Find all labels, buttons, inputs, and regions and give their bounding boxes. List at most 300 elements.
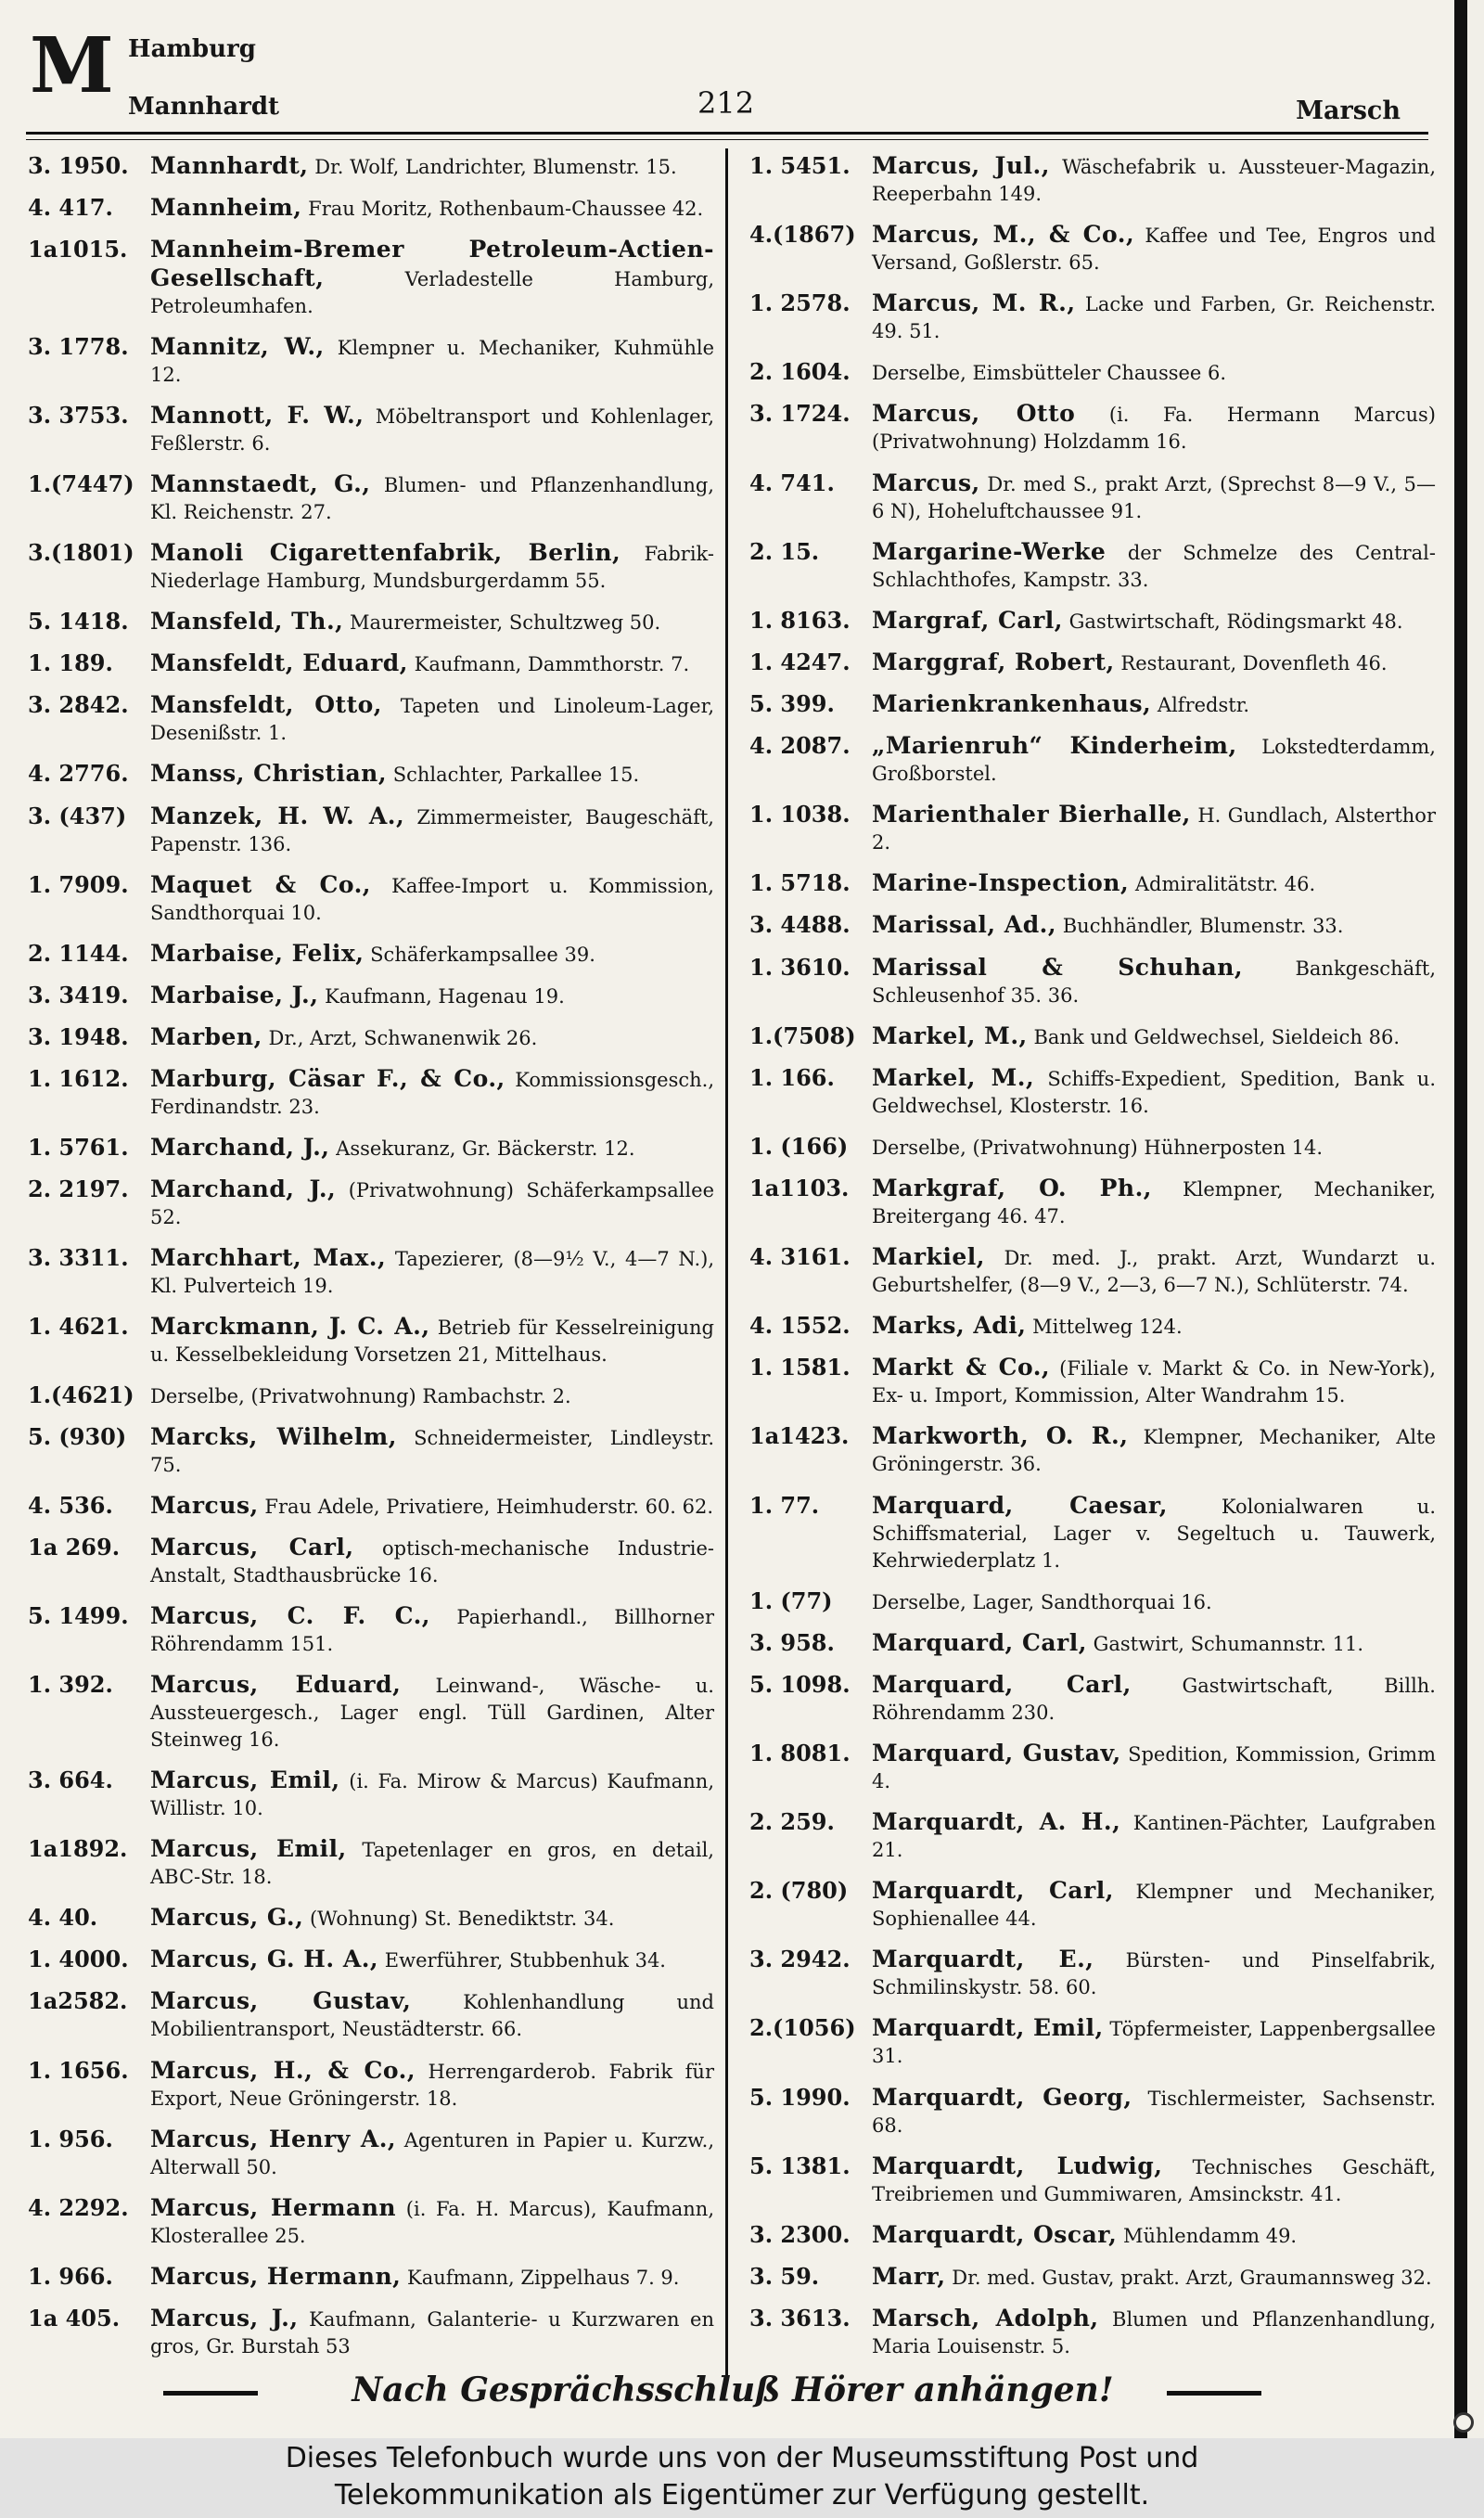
- entry-text: [749, 1671, 1436, 1727]
- entry-details: Möbeltransport und Kohlenlager, Feßlerstr. 6.: [150, 405, 715, 456]
- entry-name: Marienthaler Bierhalle,: [872, 801, 1191, 829]
- entry-text: [749, 1587, 1436, 1616]
- entry-name: Marquard, Caesar,: [872, 1491, 1168, 1519]
- entry-number: 2.(1056): [749, 2014, 856, 2042]
- directory-entry: [28, 871, 714, 927]
- directory-entry: [28, 2126, 714, 2181]
- entry-text: [28, 1023, 714, 1052]
- entry-number: 3. 4488.: [749, 911, 851, 939]
- right-column: [749, 152, 1436, 2360]
- entry-text: [749, 1808, 1436, 1864]
- entry-details: (i. Fa. H. Marcus), Kaufmann, Klosterallee 25.: [150, 2197, 714, 2247]
- entry-name: Marquardt, Oscar,: [872, 2220, 1118, 2248]
- directory-entry: [749, 1354, 1436, 1409]
- directory-entry: [28, 236, 714, 320]
- directory-entry: [749, 538, 1436, 594]
- entry-number: 3. 2300.: [749, 2220, 851, 2248]
- entry-details: Blumen- und Pflanzenhandlung, Kl. Reichenstr. 27.: [150, 474, 714, 524]
- directory-entry: [749, 289, 1436, 345]
- directory-entry: [749, 469, 1436, 525]
- entry-name: Markiel,: [872, 1243, 985, 1271]
- entry-name: Marissal & Schuhan,: [872, 953, 1244, 981]
- entry-text: [28, 871, 714, 927]
- entry-details: Derselbe, (Privatwohnung) Hühnerposten 14.: [872, 1136, 1324, 1159]
- entry-text: [28, 1065, 714, 1121]
- entry-text: [749, 1354, 1436, 1409]
- entry-number: 1. (166): [749, 1132, 849, 1160]
- entry-details: der Schmelze des Central-Schlachthofes, Kampstr. 33.: [872, 541, 1436, 591]
- entry-name: Marckmann, J. C. A.,: [150, 1312, 430, 1340]
- entry-name: Marquardt, Ludwig,: [872, 2152, 1163, 2179]
- entry-number: 1a 405.: [28, 2304, 121, 2332]
- entry-number: 3. 958.: [749, 1628, 835, 1656]
- entry-name: Marquardt, Georg,: [872, 2083, 1132, 2111]
- directory-entry: [749, 649, 1436, 677]
- entry-details: Bank und Geldwechsel, Sieldeich 86.: [1027, 1025, 1401, 1048]
- entry-name: Marbaise, J.,: [150, 981, 319, 1008]
- entry-details: Assekuranz, Gr. Bäckerstr. 12.: [329, 1137, 635, 1160]
- entry-text: [749, 1133, 1436, 1162]
- entry-text: [28, 982, 714, 1010]
- entry-details: optisch-mechanische Industrie-Anstalt, Stadthausbrücke 16.: [150, 1537, 714, 1587]
- entry-text: [749, 1740, 1436, 1795]
- entry-details: Leinwand-, Wäsche- u. Aussteuergesch., Lager engl. Tüll Gardinen, Alter Steinweg 16.: [150, 1675, 714, 1752]
- entry-name: Marquardt, Emil,: [872, 2014, 1104, 2042]
- corner-circle-icon: [1453, 2412, 1474, 2433]
- directory-entry: [28, 1946, 714, 1974]
- slogan-dash-right: [1167, 2391, 1261, 2396]
- entry-number: 4. 3161.: [749, 1243, 851, 1271]
- entry-text: [28, 803, 714, 858]
- header-rule-thin: [26, 139, 1428, 140]
- entry-details: Kaufmann, Zippelhaus 7. 9.: [401, 2266, 680, 2289]
- entry-name: Marcus, Gustav,: [150, 1987, 412, 2015]
- entry-name: Mansfeldt, Otto,: [150, 691, 382, 719]
- entry-number: 1a1103.: [749, 1174, 850, 1201]
- entry-text: [749, 1175, 1436, 1230]
- entry-text: [749, 1492, 1436, 1574]
- entry-name: Marquard, Gustav,: [872, 1739, 1121, 1766]
- entry-number: 5. 1990.: [749, 2083, 851, 2111]
- entry-name: Marsch, Adolph,: [872, 2304, 1099, 2332]
- directory-entry: [28, 803, 714, 858]
- entry-number: 1. 1612.: [28, 1064, 129, 1092]
- entry-text: [28, 1534, 714, 1589]
- entry-details: Derselbe, Lager, Sandthorquai 16.: [872, 1590, 1212, 1613]
- entry-text: [749, 2263, 1436, 2292]
- entry-number: 1. 3610.: [749, 953, 851, 981]
- entry-name: Markt & Co.,: [872, 1354, 1051, 1381]
- entry-name: Marcus, Jul.,: [872, 152, 1050, 179]
- entry-details: Alfredstr.: [1151, 693, 1250, 716]
- entry-number: 1. 8081.: [749, 1739, 851, 1766]
- city-heading: Hamburg: [128, 35, 256, 63]
- directory-entry: [749, 2263, 1436, 2292]
- entry-details: Dr. med. J., prakt. Arzt, Wundarzt u. Geburtshelfer, (8—9 V., 2—3, 6—7 N.), Schlüterstr. 74.: [872, 1247, 1436, 1297]
- entry-details: Mühlendamm 49.: [1117, 2224, 1298, 2247]
- entry-text: [749, 649, 1436, 677]
- entry-number: 3. 3753.: [28, 402, 129, 430]
- directory-entry: [749, 2014, 1436, 2070]
- slogan-text: Nach Gesprächsschluß Hörer anhängen!: [352, 2370, 1114, 2409]
- entry-number: 2. 1604.: [749, 358, 851, 386]
- directory-entry: [28, 940, 714, 969]
- entry-number: 3. 1724.: [749, 400, 851, 428]
- entry-number: 2. (780): [749, 1877, 849, 1905]
- entry-text: [28, 2263, 714, 2292]
- entry-details: Klempner und Mechaniker, Sophienallee 44.: [872, 1881, 1436, 1931]
- directory-entry: [28, 470, 714, 526]
- entry-name: Marcus, G.,: [150, 1904, 304, 1932]
- entry-details: Tapeten und Linoleum-Lager, Desenißstr. 1.: [150, 695, 714, 745]
- entry-name: Mannhardt,: [150, 152, 309, 179]
- entry-details: (Filiale v. Markt & Co. in New-York), Ex- u. Import, Kommission, Alter Wandrahm 15.: [872, 1357, 1436, 1407]
- entry-details: Schneidermeister, Lindleystr. 75.: [150, 1427, 714, 1477]
- entry-details: Admiralitätstr. 46.: [1129, 873, 1316, 896]
- entry-text: [749, 607, 1436, 636]
- entry-name: Marcus, J.,: [150, 2304, 299, 2332]
- entry-number: 1a1423.: [749, 1422, 850, 1450]
- entry-details: Schäferkampsallee 39.: [364, 943, 595, 966]
- entry-details: Zimmermeister, Baugeschäft, Papenstr. 136.: [150, 805, 714, 855]
- entry-name: Marquard, Carl,: [872, 1670, 1132, 1698]
- entry-details: Gastwirtschaft, Billh. Röhrendamm 230.: [872, 1674, 1436, 1724]
- entry-number: 2. 2197.: [28, 1175, 129, 1202]
- entry-text: [28, 1946, 714, 1974]
- entry-name: Marcus, M., & Co.,: [872, 221, 1135, 249]
- entry-details: Tischlermeister, Sachsenstr. 68.: [872, 2087, 1436, 2137]
- entry-details: Kommissionsgesch., Ferdinandstr. 23.: [150, 1068, 715, 1118]
- entry-text: [749, 2305, 1436, 2360]
- entry-number: 1.(7447): [28, 470, 134, 498]
- directory-entry: [28, 1175, 714, 1231]
- entry-text: [749, 869, 1436, 898]
- entry-text: [28, 2194, 714, 2250]
- directory-entry: [749, 869, 1436, 898]
- entry-number: 3. 1950.: [28, 152, 129, 179]
- directory-entry: [28, 1766, 714, 1822]
- directory-entry: [749, 1064, 1436, 1120]
- entry-details: Tapetenlager en gros, en detail, ABC-Str. 18.: [150, 1839, 714, 1889]
- directory-entry: [749, 2305, 1436, 2360]
- entry-details: Schiffs-Expedient, Spedition, Bank u. Geldwechsel, Klosterstr. 16.: [872, 1067, 1436, 1117]
- entry-details: Dr. Wolf, Landrichter, Blumenstr. 15.: [308, 156, 677, 178]
- entry-details: Klempner, Mechaniker, Breitergang 46. 47.: [872, 1177, 1436, 1227]
- entry-text: [749, 289, 1436, 345]
- entry-name: Marissal, Ad.,: [872, 911, 1057, 939]
- entry-number: 1. 1656.: [28, 2056, 129, 2084]
- directory-entry: [749, 1877, 1436, 1933]
- entry-number: 4.(1867): [749, 221, 856, 249]
- footer-line-1: Dieses Telefonbuch wurde uns von der Museumsstiftung Post und: [285, 2442, 1199, 2474]
- entry-name: Marcus, Emil,: [150, 1835, 347, 1863]
- entry-name: Marggraf, Robert,: [872, 648, 1115, 675]
- entry-number: 1. (77): [749, 1587, 833, 1614]
- entry-details: Buchhändler, Blumenstr. 33.: [1056, 915, 1344, 938]
- entry-text: [28, 1835, 714, 1891]
- entry-text: [28, 236, 714, 320]
- entry-number: 4. 40.: [28, 1904, 98, 1932]
- entry-details: Derselbe, Eimsbütteler Chaussee 6.: [872, 362, 1227, 385]
- entry-number: 1. 4621.: [28, 1312, 129, 1340]
- entry-name: Manss, Christian,: [150, 760, 388, 788]
- copyright-footer: [0, 2438, 1484, 2518]
- directory-entry: [749, 954, 1436, 1009]
- entry-name: Marcus, Hermann,: [150, 2262, 402, 2290]
- directory-entry: [28, 649, 714, 678]
- entry-details: Kaufmann, Hagenau 19.: [318, 984, 565, 1008]
- entry-number: 1. 956.: [28, 2125, 113, 2152]
- entry-name: Markgraf, O. Ph.,: [872, 1174, 1152, 1201]
- directory-entry: [749, 732, 1436, 788]
- entry-details: Klempner u. Mechaniker, Kuhmühle 12.: [150, 337, 714, 387]
- directory-entry: [28, 2263, 714, 2292]
- directory-entry: [28, 1492, 714, 1521]
- entry-details: H. Gundlach, Alsterthor 2.: [872, 804, 1436, 854]
- entry-text: [28, 940, 714, 969]
- entry-text: [28, 1492, 714, 1521]
- entry-details: Ewerführer, Stubbenhuk 34.: [378, 1949, 666, 1972]
- entry-name: Marquardt, E.,: [872, 1946, 1094, 1973]
- entry-details: Kaufmann, Dammthorstr. 7.: [407, 653, 690, 676]
- entry-number: 3. 1948.: [28, 1022, 129, 1050]
- page-number: 212: [697, 85, 755, 121]
- directory-entry: [28, 608, 714, 636]
- entry-name: Marchand, J.,: [150, 1175, 337, 1202]
- entry-number: 2. 15.: [749, 537, 820, 565]
- entry-details: (Privatwohnung) Schäferkampsallee 52.: [150, 1178, 714, 1228]
- directory-entry: [749, 1243, 1436, 1299]
- entry-text: [28, 152, 714, 181]
- entry-text: [28, 1175, 714, 1231]
- entry-details: Frau Moritz, Rothenbaum-Chaussee 42.: [301, 198, 704, 221]
- entry-details: (Wohnung) St. Benediktstr. 34.: [303, 1908, 615, 1931]
- directory-entry: [749, 1175, 1436, 1230]
- entry-details: Schlachter, Parkallee 15.: [387, 764, 640, 787]
- entry-text: [749, 1243, 1436, 1299]
- entry-details: Herrengarderob. Fabrik für Export, Neue Gröningerstr. 18.: [150, 2060, 714, 2110]
- directory-entry: [749, 221, 1436, 276]
- entry-text: [28, 1904, 714, 1933]
- entry-name: Marbaise, Felix,: [150, 939, 365, 967]
- entry-number: 1. 392.: [28, 1671, 113, 1699]
- directory-entry: [749, 2152, 1436, 2208]
- directory-entry: [28, 760, 714, 789]
- entry-text: [28, 2126, 714, 2181]
- entry-details: Bankgeschäft, Schleusenhof 35. 36.: [872, 957, 1437, 1007]
- entry-number: 1. 189.: [28, 649, 113, 677]
- entry-details: Papierhandl., Billhorner Röhrendamm 151.: [150, 1606, 715, 1656]
- entry-details: Dr. med S., prakt Arzt, (Sprechst 8—9 V., 5—6 N), Hoheluftchaussee 91.: [872, 472, 1436, 522]
- directory-entry: [28, 2057, 714, 2113]
- directory-entry: [28, 691, 714, 747]
- directory-entry: [749, 2221, 1436, 2250]
- entry-details: Betrieb für Kesselreinigung u. Kesselbekleidung Vorsetzen 21, Mittelhaus.: [150, 1316, 714, 1366]
- last-entry-heading: Marsch: [1296, 96, 1401, 125]
- entry-name: Mannstaedt, G.,: [150, 470, 371, 498]
- entry-details: Kaufmann, Galanterie- u Kurzwaren en gros, Gr. Burstah 53: [150, 2307, 715, 2357]
- entry-text: [28, 1313, 714, 1368]
- directory-entry: [28, 1023, 714, 1052]
- directory-entry: [749, 607, 1436, 636]
- entry-name: Marben,: [150, 1022, 262, 1050]
- entry-text: [28, 333, 714, 389]
- entry-details: Blumen und Pflanzenhandlung, Maria Louisenstr. 5.: [872, 2307, 1436, 2357]
- directory-entry: [749, 690, 1436, 719]
- entry-text: [749, 469, 1436, 525]
- entry-text: [749, 2084, 1436, 2139]
- entry-number: 3. 3419.: [28, 981, 129, 1008]
- entry-number: 1. 166.: [749, 1063, 835, 1091]
- entry-text: [749, 954, 1436, 1009]
- left-column: [28, 152, 714, 2360]
- entry-text: [749, 152, 1436, 208]
- entry-name: Marchhart, Max.,: [150, 1243, 387, 1271]
- entry-text: [28, 1244, 714, 1300]
- entry-number: 5. 1418.: [28, 608, 129, 636]
- directory-entry: [28, 1835, 714, 1891]
- entry-details: Dr. med. Gustav, prakt. Arzt, Graumannsweg 32.: [945, 2266, 1432, 2289]
- entry-number: 3. 3311.: [28, 1243, 129, 1271]
- entry-details: Kolonialwaren u. Schiffsmaterial, Lager v. Segeltuch u. Tauwerk, Kehrwiederplatz 1.: [872, 1495, 1436, 1572]
- entry-name: Margraf, Carl,: [872, 606, 1063, 634]
- entry-name: Marcus, Hermann: [150, 2193, 397, 2221]
- footer-line-2: Telekommunikation als Eigentümer zur Verfügung gestellt.: [334, 2479, 1150, 2512]
- entry-details: Lacke und Farben, Gr. Reichenstr. 49. 51.: [872, 293, 1436, 343]
- entry-text: [28, 1134, 714, 1163]
- entry-number: 1. 7909.: [28, 870, 129, 898]
- entry-number: 1a 269.: [28, 1534, 121, 1561]
- entry-text: [749, 2221, 1436, 2250]
- entry-name: Manoli Cigarettenfabrik, Berlin,: [150, 539, 621, 567]
- entry-number: 1. 5718.: [749, 869, 851, 897]
- entry-details: Technisches Geschäft, Treibriemen und Gummiwaren, Amsinckstr. 41.: [872, 2155, 1436, 2205]
- directory-entry: [749, 1022, 1436, 1051]
- entry-name: Marburg, Cäsar F., & Co.,: [150, 1064, 505, 1092]
- directory-entry: [28, 1313, 714, 1368]
- directory-entry: [28, 1134, 714, 1163]
- entry-text: [749, 400, 1436, 456]
- entry-number: 2. 1144.: [28, 939, 129, 967]
- entry-text: [28, 760, 714, 789]
- entry-name: Marcus, M. R.,: [872, 289, 1076, 317]
- entry-number: 3. 2842.: [28, 691, 129, 719]
- entry-number: 4. 1552.: [749, 1312, 851, 1340]
- entry-name: Margarine-Werke: [872, 537, 1107, 565]
- entry-number: 3. (437): [28, 802, 127, 829]
- entry-name: Marcus, Carl,: [150, 1534, 354, 1561]
- directory-entry: [28, 194, 714, 223]
- entry-number: 1.(7508): [749, 1021, 856, 1049]
- entry-details: Frau Adele, Privatiere, Heimhuderstr. 60. 62.: [258, 1496, 714, 1519]
- entry-text: [749, 1629, 1436, 1658]
- entry-text: [749, 358, 1436, 387]
- directory-entry: [749, 1740, 1436, 1795]
- entry-text: [28, 1671, 714, 1754]
- entry-name: Marchand, J.,: [150, 1133, 330, 1161]
- entry-text: [749, 538, 1436, 594]
- directory-entry: [749, 1422, 1436, 1478]
- entry-details: Gastwirtschaft, Rödingsmarkt 48.: [1062, 610, 1403, 633]
- entry-name: Mannott, F. W.,: [150, 402, 365, 430]
- directory-entry: [749, 1587, 1436, 1616]
- entry-text: [749, 1946, 1436, 2001]
- directory-entry: [749, 1312, 1436, 1341]
- entry-number: 3. 2942.: [749, 1946, 851, 1973]
- entry-number: 5. 1098.: [749, 1670, 851, 1698]
- entry-number: 4. 2087.: [749, 732, 851, 760]
- directory-entry: [28, 982, 714, 1010]
- entry-name: Marr,: [872, 2262, 946, 2290]
- entry-text: [28, 691, 714, 747]
- directory-entry: [28, 1904, 714, 1933]
- entry-name: Marcus, Eduard,: [150, 1671, 402, 1699]
- section-letter: M: [30, 21, 112, 110]
- entry-number: 1. 2578.: [749, 289, 851, 317]
- entry-details: Töpfermeister, Lappenbergsallee 31.: [872, 2018, 1436, 2068]
- entry-text: [28, 1987, 714, 2043]
- directory-entry: [749, 911, 1436, 940]
- entry-number: 3. 664.: [28, 1766, 113, 1794]
- entry-details: Bürsten- und Pinselfabrik, Schmilinskystr. 58. 60.: [872, 1949, 1436, 1999]
- entry-details: Verladestelle Hamburg, Petroleumhafen.: [150, 268, 714, 318]
- directory-entry: [28, 1381, 714, 1410]
- entry-details: Agenturen in Papier u. Kurzw., Alterwall 50.: [150, 2128, 714, 2178]
- directory-entry: [28, 1534, 714, 1589]
- directory-entry: [749, 152, 1436, 208]
- entry-text: [28, 649, 714, 678]
- entry-number: 4. 417.: [28, 194, 113, 222]
- directory-entry: [749, 1629, 1436, 1658]
- entry-details: Gastwirt, Schumannstr. 11.: [1086, 1632, 1364, 1655]
- entry-text: [28, 1766, 714, 1822]
- entry-name: Markel, M.,: [872, 1021, 1028, 1049]
- entry-details: Spedition, Kommission, Grimm 4.: [872, 1742, 1436, 1792]
- entry-details: Derselbe, (Privatwohnung) Rambachstr. 2.: [150, 1384, 571, 1407]
- entry-number: 5. 1381.: [749, 2152, 851, 2179]
- entry-number: 3. 1778.: [28, 333, 129, 361]
- entry-text: [749, 2152, 1436, 2208]
- entry-number: 1. 5451.: [749, 152, 851, 179]
- entry-text: [28, 608, 714, 636]
- directory-entry: [28, 333, 714, 389]
- entry-name: Marienkrankenhaus,: [872, 689, 1152, 717]
- entry-number: 1. 4247.: [749, 648, 851, 675]
- entry-text: [28, 402, 714, 457]
- entry-name: Marcus, Henry A.,: [150, 2125, 397, 2152]
- entry-name: Marquardt, A. H.,: [872, 1808, 1121, 1836]
- directory-entry: [28, 2194, 714, 2250]
- entry-details: Wäschefabrik u. Aussteuer-Magazin, Reeperbahn 149.: [872, 156, 1436, 205]
- entry-details: (i. Fa. Mirow & Marcus) Kaufmann, Willistr. 10.: [150, 1770, 714, 1820]
- entry-name: Marcus,: [872, 469, 980, 496]
- directory-entry: [749, 400, 1436, 456]
- entry-number: 1. 5761.: [28, 1133, 129, 1161]
- entry-details: Dr., Arzt, Schwanenwik 26.: [262, 1026, 538, 1049]
- entry-name: Marcus, G. H. A.,: [150, 1946, 379, 1973]
- slogan-banner: [0, 2370, 1465, 2408]
- entry-name: Marquard, Carl,: [872, 1628, 1087, 1656]
- entry-number: 1.(4621): [28, 1381, 134, 1408]
- directory-entry: [28, 1602, 714, 1658]
- entry-name: „Marienruh“ Kinderheim,: [872, 732, 1237, 760]
- entry-details: Mittelweg 124.: [1026, 1316, 1183, 1339]
- entry-name: Marcus, C. F. C.,: [150, 1602, 430, 1630]
- entry-name: Mannitz, W.,: [150, 333, 325, 361]
- entry-number: 4. 741.: [749, 469, 835, 496]
- entry-number: 1. 966.: [28, 2262, 113, 2290]
- directory-entry: [749, 358, 1436, 387]
